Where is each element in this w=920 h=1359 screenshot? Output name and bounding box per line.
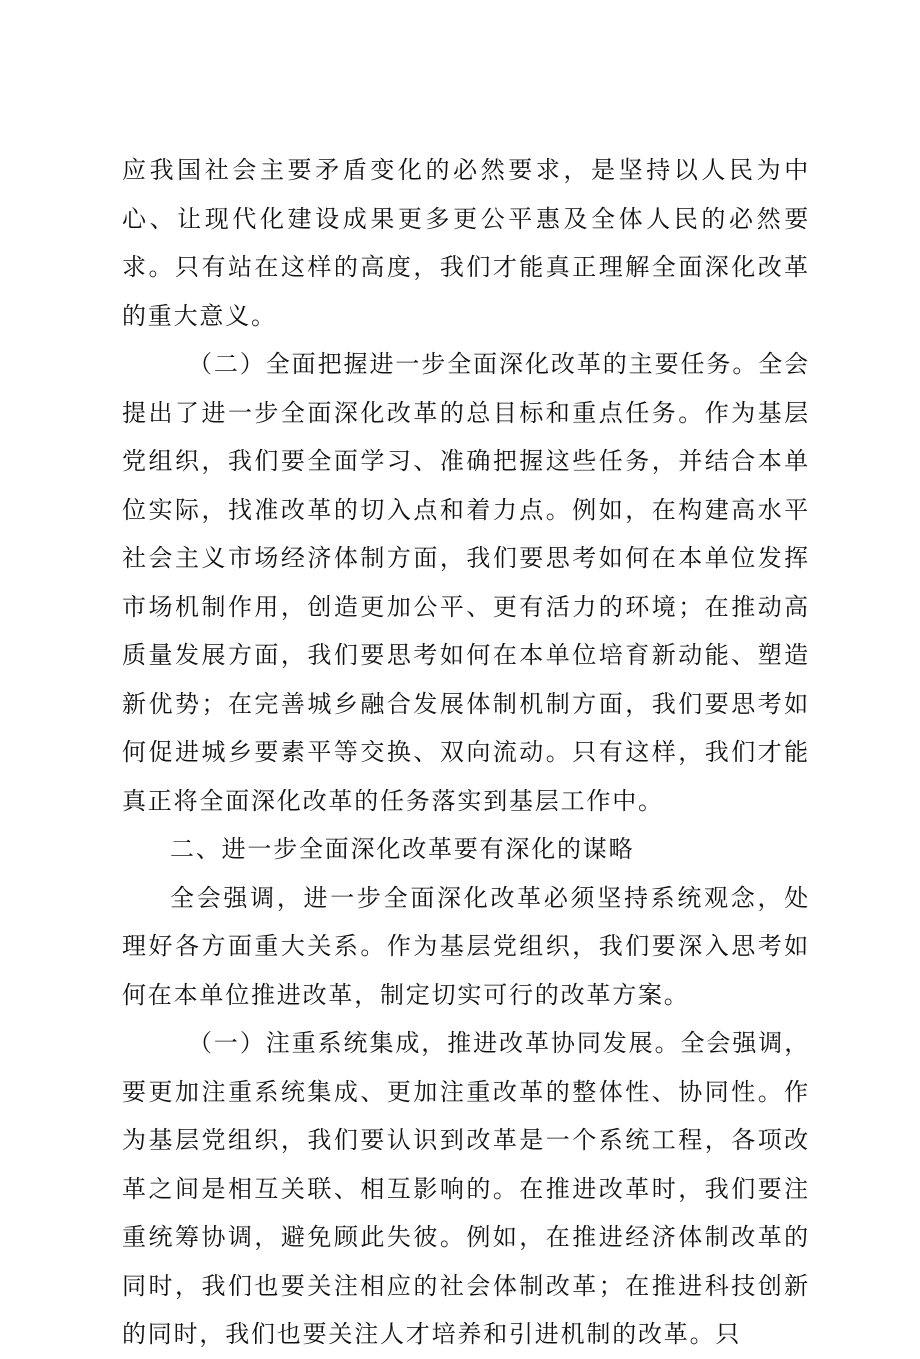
paragraph-body: 全会强调，进一步全面深化改革必须坚持系统观念，处理好各方面重大关系。作为基层党组织，我们要深入思考如何在本单位推进改革，制定切实可行的改革方案。 bbox=[122, 883, 810, 1009]
paragraph-subsection-1: （一）注重系统集成，推进改革协同发展。全会强调，要更加注重系统集成、更加注重改革的整体性、协同性。作为基层党组织，我们要认识到改革是一个系统工程，各项改革之间是相互关联、相互影响的。在推进改革时，我们要注重统筹协调，避免顾此失彼。例如，在推进经济体制改革的同时，我们也要关注相应的社会体制改革；在推进科技创新的同时，我们也要关注人才培养和引进机制的改革。只 bbox=[122, 1029, 810, 1348]
section-heading-2: 二、进一步全面深化改革要有深化的谋略 bbox=[170, 835, 635, 863]
document-body bbox=[122, 146, 810, 1359]
paragraph-continuation: 应我国社会主要矛盾变化的必然要求，是坚持以人民为中心、让现代化建设成果更多更公平惠及全体人民的必然要求。只有站在这样的高度，我们才能真正理解全面深化改革的重大意义。 bbox=[122, 156, 810, 330]
paragraph-subsection-2: （二）全面把握进一步全面深化改革的主要任务。全会提出了进一步全面深化改革的总目标和重点任务。作为基层党组织，我们要全面学习、准确把握这些任务，并结合本单位实际，找准改革的切入点和着力点。例如，在构建高水平社会主义市场经济体制方面，我们要思考如何在本单位发挥市场机制作用，创造更加公平、更有活力的环境；在推动高质量发展方面，我们要思考如何在本单位培育新动能、塑造新优势；在完善城乡融合发展体制机制方面，我们要思考如何促进城乡要素平等交换、双向流动。只有这样，我们才能真正将全面深化改革的任务落实到基层工作中。 bbox=[122, 350, 810, 815]
